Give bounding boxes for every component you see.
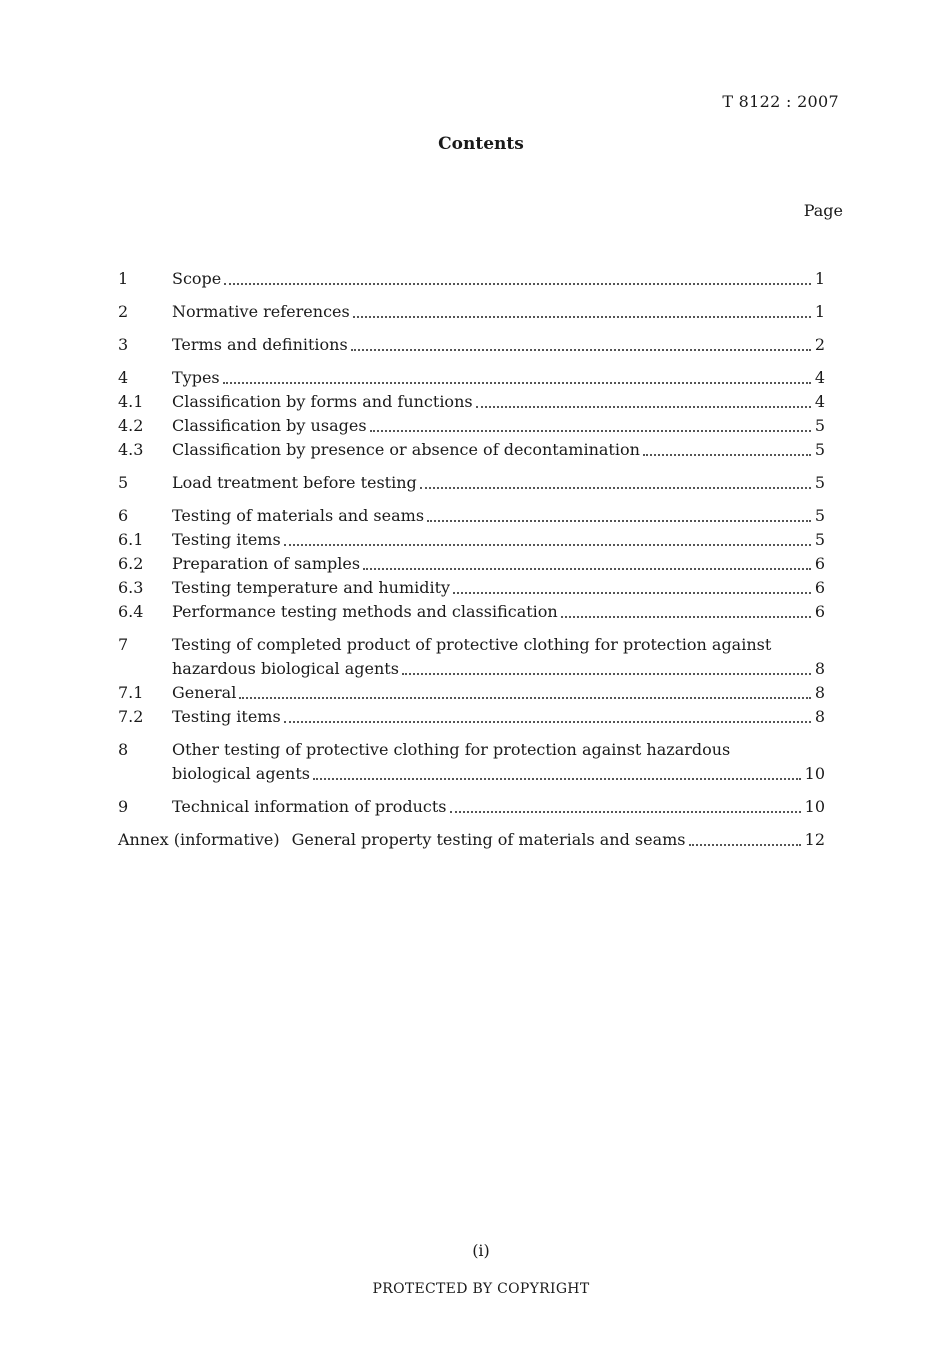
toc-entry-number: 3 (118, 335, 129, 354)
dot-leader (450, 810, 801, 813)
dot-leader (224, 282, 811, 285)
annex-label: Annex (informative) (118, 830, 280, 849)
toc-entry-title: Testing items (172, 707, 281, 726)
toc-entry-number: 4.1 (118, 392, 144, 411)
dot-leader (427, 519, 811, 522)
toc-entry-title-line1: Other testing of protective clothing for protection against hazardous (172, 740, 731, 759)
toc-entry-page: 6 (814, 578, 825, 597)
page-column-label: Page (803, 201, 843, 220)
toc-entry-title: Types (172, 368, 220, 387)
toc-entry-page: 4 (814, 392, 825, 411)
toc-entry-page: 5 (814, 473, 825, 492)
toc-entry-normative-references[interactable] (118, 299, 825, 323)
toc-entry-title: Load treatment before testing (172, 473, 417, 492)
table-of-contents (118, 266, 825, 860)
toc-entry-number: 4.2 (118, 416, 144, 435)
dot-leader (689, 843, 801, 846)
contents-title: Contents (438, 134, 524, 154)
toc-entry-number: 6 (118, 506, 129, 525)
dot-leader (476, 405, 811, 408)
toc-group (118, 332, 825, 356)
toc-entry-title: Technical information of products (172, 797, 447, 816)
toc-entry-title: Performance testing methods and classification (172, 602, 558, 621)
toc-entry-number: 7.2 (118, 707, 144, 726)
toc-entry-title: Normative references (172, 302, 350, 321)
dot-leader (643, 453, 811, 456)
toc-entry-classification-usages[interactable] (118, 413, 825, 437)
toc-entry-number: 6.4 (118, 602, 144, 621)
toc-entry-number: 7 (118, 635, 129, 654)
toc-entry-number: 9 (118, 797, 129, 816)
toc-entry-classification-decontamination[interactable] (118, 437, 825, 461)
toc-entry-title: Preparation of samples (172, 554, 361, 573)
toc-entry-title: Testing items (172, 530, 281, 549)
toc-entry-title: Terms and definitions (172, 335, 348, 354)
toc-group (118, 632, 825, 728)
toc-entry-title: Testing temperature and humidity (172, 578, 451, 597)
toc-group (118, 365, 825, 461)
dot-leader (402, 672, 811, 675)
toc-entry-title: Classification by presence or absence of decontamination (172, 440, 640, 459)
toc-entry-page: 5 (814, 440, 825, 459)
toc-entry-page: 6 (814, 602, 825, 621)
toc-entry-page: 2 (814, 335, 825, 354)
dot-leader (284, 720, 811, 723)
dot-leader (363, 567, 811, 570)
toc-entry-title: hazardous biological agents (172, 659, 399, 678)
toc-entry-performance-testing[interactable] (118, 599, 825, 623)
toc-entry-page: 10 (804, 764, 825, 783)
toc-entry-title: Classification by usages (172, 416, 367, 435)
toc-entry-general[interactable] (118, 680, 825, 704)
toc-entry-number: 7.1 (118, 683, 144, 702)
toc-entry-page: 4 (814, 368, 825, 387)
toc-entry-preparation-samples[interactable] (118, 551, 825, 575)
toc-entry-title: Classification by forms and functions (172, 392, 473, 411)
toc-entry-number: 8 (118, 740, 129, 759)
toc-entry-title-line1: Testing of completed product of protective clothing for protection against (172, 635, 772, 654)
toc-entry-testing-completed-product-line2[interactable] (118, 656, 825, 680)
toc-entry-annex[interactable] (118, 827, 825, 851)
toc-entry-number: 4.3 (118, 440, 144, 459)
toc-entry-testing-items-7-2[interactable] (118, 704, 825, 728)
footer-page-number: (i) (472, 1241, 490, 1260)
toc-entry-title: Scope (172, 269, 222, 288)
dot-leader (370, 429, 811, 432)
toc-group (118, 827, 825, 851)
toc-entry-testing-items[interactable] (118, 527, 825, 551)
toc-entry-page: 8 (814, 683, 825, 702)
toc-entry-types[interactable] (118, 365, 825, 389)
toc-entry-title: biological agents (172, 764, 310, 783)
dot-leader (351, 348, 811, 351)
toc-entry-number: 6.3 (118, 578, 144, 597)
dot-leader (453, 591, 811, 594)
standard-number: T 8122 : 2007 (722, 92, 839, 111)
toc-group (118, 470, 825, 494)
toc-entry-page: 6 (814, 554, 825, 573)
copyright-notice: PROTECTED BY COPYRIGHT (372, 1281, 590, 1297)
toc-entry-page: 1 (814, 269, 825, 288)
toc-entry-page: 8 (814, 659, 825, 678)
dot-leader (284, 543, 811, 546)
toc-entry-testing-completed-product-line1[interactable] (118, 632, 825, 656)
toc-entry-title: Testing of materials and seams (172, 506, 425, 525)
toc-group (118, 794, 825, 818)
toc-entry-page: 10 (804, 797, 825, 816)
toc-group (118, 737, 825, 785)
dot-leader (561, 615, 811, 618)
toc-group (118, 299, 825, 323)
dot-leader (420, 486, 811, 489)
toc-entry-technical-information[interactable] (118, 794, 825, 818)
toc-entry-title: General (172, 683, 237, 702)
toc-entry-page: 5 (814, 506, 825, 525)
toc-entry-testing-temperature[interactable] (118, 575, 825, 599)
toc-entry-testing-materials[interactable] (118, 503, 825, 527)
toc-entry-terms-and-definitions[interactable] (118, 332, 825, 356)
toc-entry-page: 12 (804, 830, 825, 849)
toc-entry-page: 5 (814, 530, 825, 549)
toc-entry-number: 2 (118, 302, 129, 321)
toc-group (118, 266, 825, 290)
dot-leader (313, 777, 801, 780)
toc-entry-number: 5 (118, 473, 129, 492)
toc-entry-scope[interactable] (118, 266, 825, 290)
toc-entry-title: General property testing of materials and seams (291, 830, 686, 849)
toc-entry-classification-forms[interactable] (118, 389, 825, 413)
toc-group (118, 503, 825, 623)
dot-leader (353, 315, 811, 318)
toc-entry-page: 5 (814, 416, 825, 435)
toc-entry-number: 1 (118, 269, 129, 288)
toc-entry-number: 6.1 (118, 530, 144, 549)
toc-entry-page: 1 (814, 302, 825, 321)
toc-entry-load-treatment[interactable] (118, 470, 825, 494)
dot-leader (223, 381, 811, 384)
toc-entry-number: 6.2 (118, 554, 144, 573)
toc-entry-other-testing-line1[interactable] (118, 737, 825, 761)
toc-entry-number: 4 (118, 368, 129, 387)
toc-entry-page: 8 (814, 707, 825, 726)
toc-entry-other-testing-line2[interactable] (118, 761, 825, 785)
dot-leader (239, 696, 810, 699)
